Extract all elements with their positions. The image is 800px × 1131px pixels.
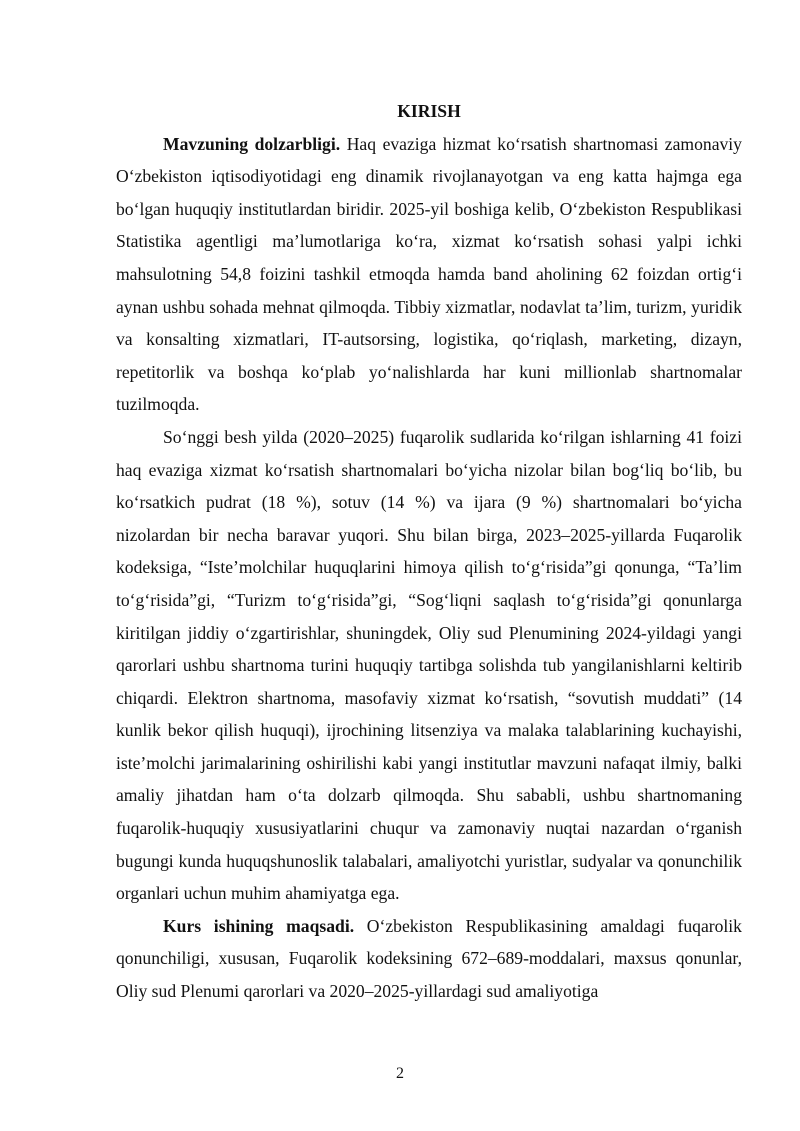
paragraph-text: So‘nggi besh yilda (2020–2025) fuqarolik sudlarida ko‘rilgan ishlarning 41 foizi haq evaziga xizmat ko‘rsatish shartnomalari bo‘yicha nizolar bilan bog‘liq bo‘lib, bu ko‘rsatkich pudrat (18 %), sotuv (14 %) va ijara (9 %) shartnomalari bo‘yicha nizolardan bir necha baravar yuqori. Shu bilan birga, 2023–2025-yillarda Fuqarolik kodeksiga, “Iste’molchilar huquqlarini himoya qilish to‘g‘risida”gi qonunga, “Ta’lim to‘g‘risida”gi, “Turizm to‘g‘risida”gi, “Sog‘liqni saqlash to‘g‘risida”gi qonunlarga kiritilgan jiddiy o‘zgartirishlar, shuningdek, Oliy sud Plenumining 2024-yildagi yangi qarorlari ushbu shartnoma turini huquqiy tartibga solishda tub yangilanishlarni keltirib chiqardi. Elektron shartnoma, masofaviy xizmat ko‘rsatish, “sovutish muddati” (14 kunlik bekor qilish huquqi), ijrochining litsenziya va malaka talablarining kuchayishi, iste’molchi jarimalarining oshirilishi kabi yangi institutlar mavzuni nafaqat ilmiy, balki amaliy jihatdan ham o‘ta dolzarb qilmoqda. Shu sababli, ushbu shartnomaning fuqarolik-huquqiy xususiyatlarini chuqur va zamonaviy nuqtai nazardan o‘rganish bugungi kunda huquqshunoslik talabalari, amaliyotchi yuristlar, sudyalar va qonunchilik organlari uchun muhim ahamiyatga ega.: [116, 426, 742, 904]
paragraph-lead: Kurs ishining maqsadi.: [163, 915, 355, 936]
section-heading: KIRISH: [397, 101, 461, 121]
paragraph-text: Haq evaziga hizmat ko‘rsatish shartnomasi zamonaviy O‘zbekiston iqtisodiyotidagi eng dinamik rivojlanayotgan va eng katta hajmga ega bo‘lgan huquqiy institutlardan biridir. 2025-yil boshiga kelib, O‘zbekiston Respublikasi Statistika agentligi ma’lumotlariga ko‘ra, xizmat ko‘rsatish sohasi yalpi ichki mahsulotning 54,8 foizini tashkil etmoqda hamda band aholining 62 foizdan ortig‘i aynan ushbu sohada mehnat qilmoqda. Tibbiy xizmatlar, nodavlat ta’lim, turizm, yuridik va konsalting xizmatlari, IT-autsorsing, logistika, qo‘riqlash, marketing, dizayn, repetitorlik va boshqa ko‘plab yo‘nalishlarda har kuni millionlab shartnomalar tuzilmoqda.: [116, 133, 742, 415]
page-number: 2: [396, 1065, 404, 1082]
paragraph-statistics: [116, 421, 742, 910]
paragraph-text: O‘zbekiston Respublikasining amaldagi fuqarolik qonunchiligi, xususan, Fuqarolik kodeksining 672–689-moddalari, maxsus qonunlar, Oliy sud Plenumi qarorlari va 2020–2025-yillardagi sud amaliyotiga: [116, 915, 742, 1002]
paragraph-relevance: [116, 128, 742, 421]
paragraph-goal: [116, 910, 742, 1008]
page-content: [116, 95, 742, 1008]
paragraph-lead: Mavzuning dolzarbligi.: [163, 133, 341, 154]
